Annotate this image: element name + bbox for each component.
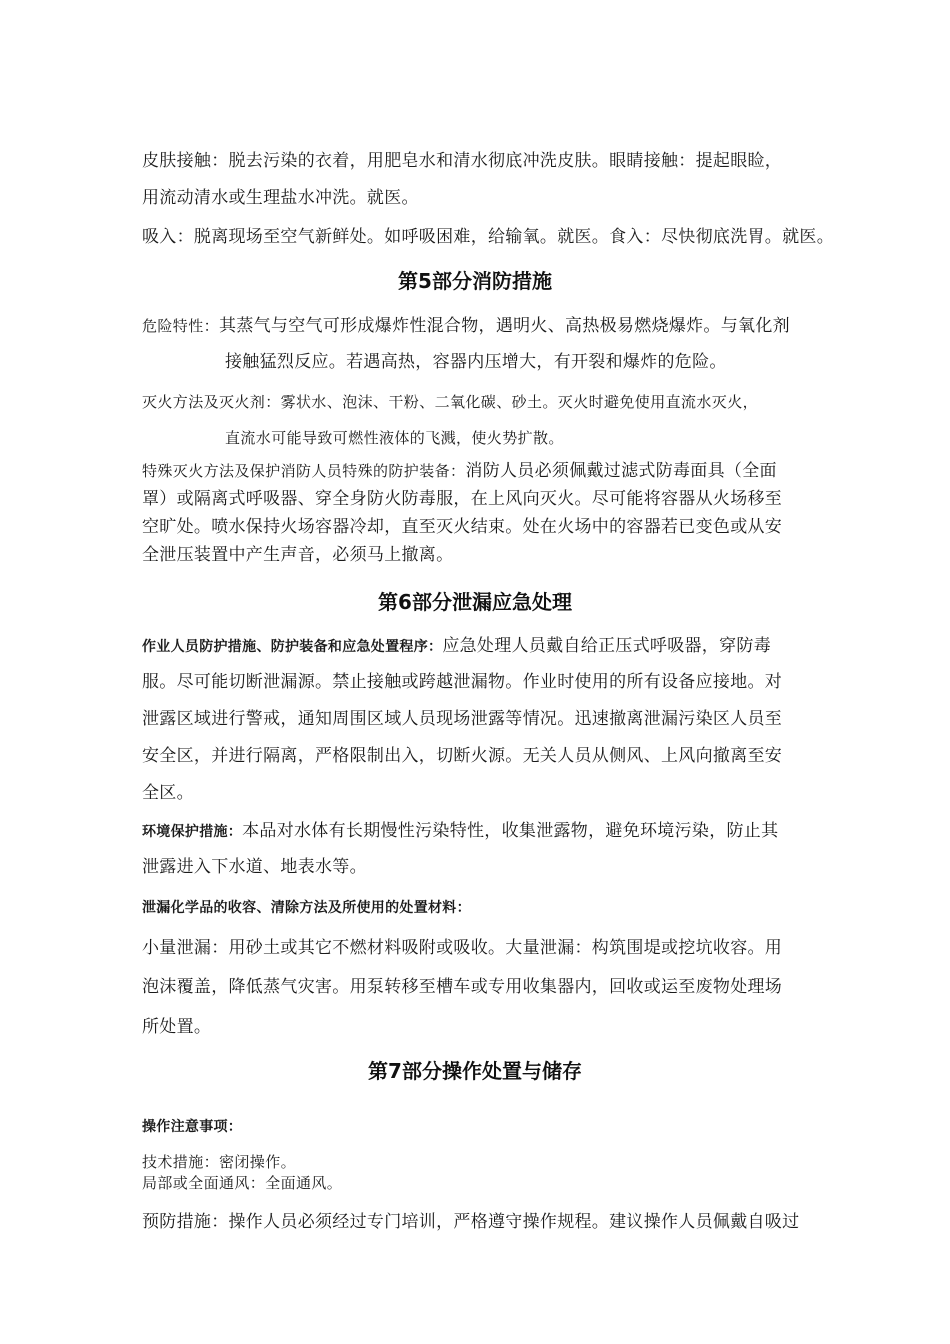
inhalation-line: 吸入：脱离现场至空气新鲜处。如呼吸困难，给输氧。就医。食入：尽快彻底洗胃。就医。 bbox=[142, 227, 834, 247]
containment-line-1: 小量泄漏：用砂土或其它不燃材料吸附或吸收。大量泄漏：构筑围堤或挖坑收容。用 bbox=[142, 938, 783, 958]
handling-notes-label: 操作注意事项： bbox=[142, 1119, 243, 1135]
special-line-4: 全泄压装置中产生声音，必须马上撤离。 bbox=[142, 545, 454, 565]
containment-line-3: 所处置。 bbox=[142, 1017, 212, 1037]
env-label: 环境保护措施： bbox=[142, 824, 243, 840]
hazard-text: 其蒸气与空气可形成爆炸性混合物，遇明火、高热极易燃烧爆炸。与氧化剂 bbox=[219, 316, 790, 336]
section-5-title: 第5部分消防措施 bbox=[398, 269, 552, 293]
special-label: 特殊灭火方法及保护消防人员特殊的防护装备： bbox=[142, 462, 466, 480]
ppe-text: 应急处理人员戴自给正压式呼吸器，穿防毒 bbox=[442, 636, 772, 656]
ppe-line-2: 服。尽可能切断泄漏源。禁止接触或跨越泄漏物。作业时使用的所有设备应接地。对 bbox=[142, 672, 783, 692]
ppe-line-5: 全区。 bbox=[142, 783, 194, 803]
hazard-line-1 bbox=[142, 311, 790, 336]
prevention-line: 预防措施：操作人员必须经过专门培训，严格遵守操作规程。建议操作人员佩戴自吸过 bbox=[142, 1212, 800, 1232]
env-text: 本品对水体有长期慢性污染特性，收集泄露物，避免环境污染，防止其 bbox=[242, 821, 779, 841]
skin-contact-text: 脱去污染的衣着，用肥皂水和清水彻底冲洗皮肤。眼睛接触：提起眼睑， bbox=[228, 151, 783, 171]
env-line-1 bbox=[142, 816, 778, 841]
tech-measures-line: 技术措施：密闭操作。 bbox=[142, 1153, 297, 1171]
skin-contact-label: 皮肤接触： bbox=[142, 151, 229, 171]
special-line-1 bbox=[142, 456, 777, 481]
hazard-line-2: 接触猛烈反应。若遇高热，容器内压增大，有开裂和爆炸的危险。 bbox=[225, 352, 727, 372]
env-line-2: 泄露进入下水道、地表水等。 bbox=[142, 857, 367, 877]
hazard-label: 危险特性： bbox=[142, 317, 220, 335]
extinguish-line-2: 直流水可能导致可燃性液体的飞溅，使火势扩散。 bbox=[225, 429, 564, 447]
skin-contact-line-1 bbox=[142, 146, 782, 171]
section-6-title: 第6部分泄漏应急处理 bbox=[378, 590, 572, 614]
special-line-2: 罩）或隔离式呼吸器、穿全身防火防毒服，在上风向灭火。尽可能将容器从火场移至 bbox=[142, 489, 783, 509]
containment-label: 泄漏化学品的收容、清除方法及所使用的处置材料： bbox=[142, 900, 471, 916]
special-line-3: 空旷处。喷水保持火场容器冷却，直至灭火结束。处在火场中的容器若已变色或从安 bbox=[142, 517, 783, 537]
extinguish-line-1: 灭火方法及灭火剂：雾状水、泡沫、干粉、二氧化碳、砂土。灭火时避免使用直流水灭火， bbox=[142, 393, 759, 411]
ppe-label: 作业人员防护措施、防护装备和应急处置程序： bbox=[142, 639, 443, 655]
section-7-title: 第7部分操作处置与储存 bbox=[368, 1059, 582, 1083]
ventilation-line: 局部或全面通风：全面通风。 bbox=[142, 1174, 343, 1192]
containment-line-2: 泡沫覆盖，降低蒸气灾害。用泵转移至槽车或专用收集器内，回收或运至废物处理场 bbox=[142, 977, 783, 997]
skin-contact-line-2: 用流动清水或生理盐水冲洗。就医。 bbox=[142, 188, 419, 208]
special-text: 消防人员必须佩戴过滤式防毒面具（全面 bbox=[465, 461, 777, 481]
ppe-line-4: 安全区，并进行隔离，严格限制出入，切断火源。无关人员从侧风、上风向撤离至安 bbox=[142, 746, 783, 766]
ppe-line-1 bbox=[142, 631, 771, 656]
ppe-line-3: 泄露区域进行警戒，通知周围区域人员现场泄露等情况。迅速撤离泄漏污染区人员至 bbox=[142, 709, 783, 729]
